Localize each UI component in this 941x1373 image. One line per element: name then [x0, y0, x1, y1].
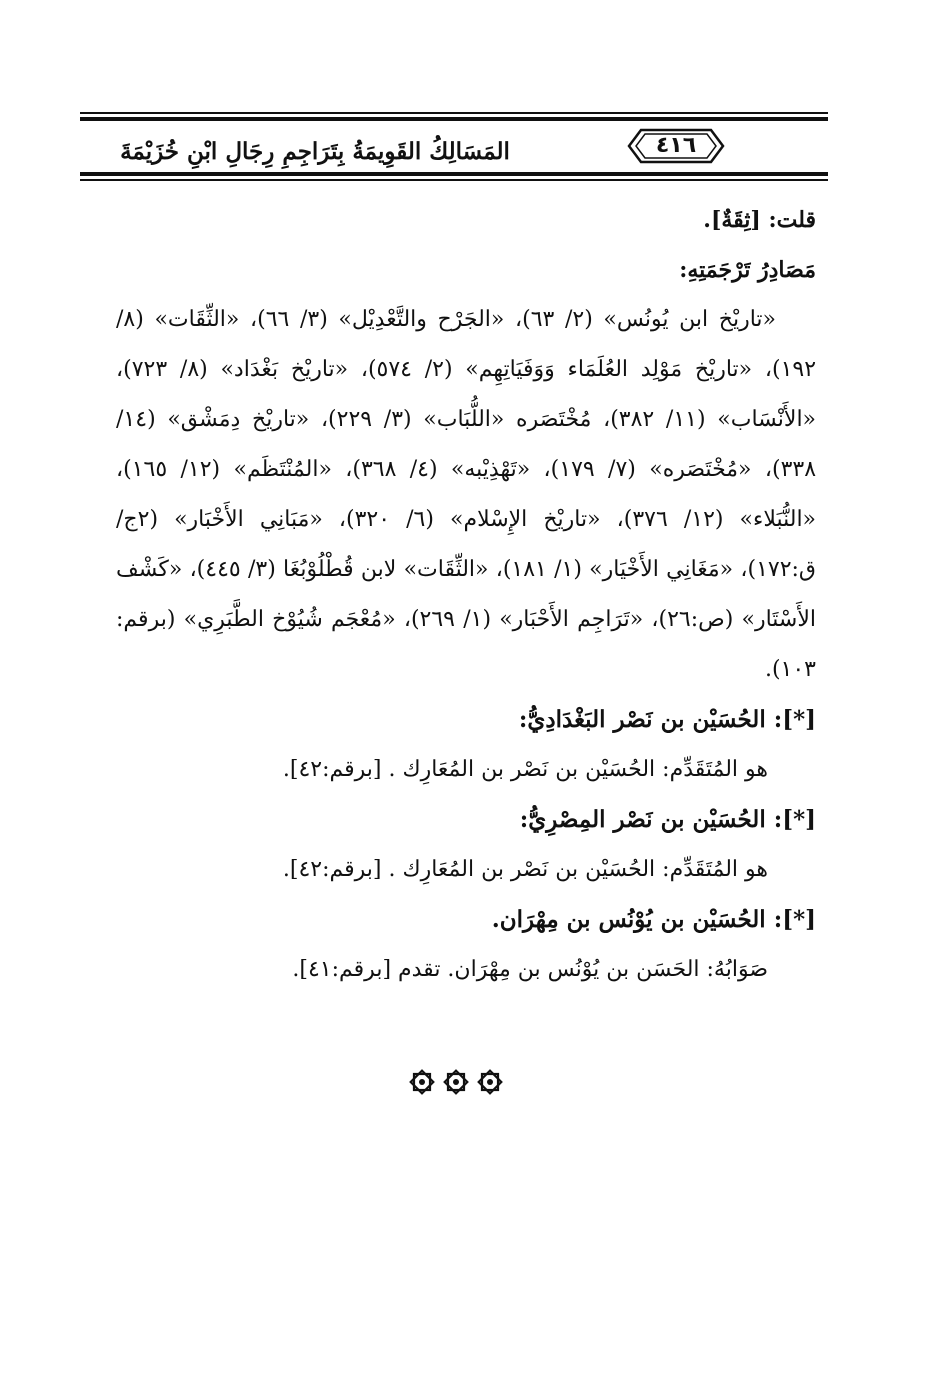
header-rule-bottom	[80, 179, 828, 181]
sources-heading: مَصَادِرُ تَرْجَمَتِهِ:	[679, 257, 816, 283]
page-number-badge	[627, 128, 725, 164]
entry-text-2: هو المُتَقَدِّم: الحُسَيْن بن نَصْر بن المُعَارِك . [برقم:٤٢].	[282, 857, 768, 882]
star-ornament-icon	[476, 1068, 504, 1096]
entry-text-1: هو المُتَقَدِّم: الحُسَيْن بن نَصْر بن المُعَارِك . [برقم:٤٢].	[282, 757, 768, 782]
page-body	[116, 195, 816, 995]
header-rule-top-thick	[80, 117, 828, 121]
end-ornament	[408, 1068, 504, 1098]
verdict-line: قلت: [ثِقَةٌ].	[703, 207, 816, 233]
header-rule-bottom-thick	[80, 172, 828, 176]
entry-text-3: صَوَابُهُ: الحَسَن بن يُوْنُس بن مِهْرَان. تقدم [برقم:٤١].	[292, 957, 768, 982]
entry-heading-3: [*]: الحُسَيْن بن يُوْنُس بن مِهْرَان.	[491, 906, 816, 933]
entry-heading-2: [*]: الحُسَيْن بن نَصْر المِصْرِيُّ:	[519, 806, 816, 833]
running-title: المَسَالِكُ القَوِيمَةُ بِتَرَاجِمِ رِجَالِ ابْنِ خُزَيْمَةَ	[120, 138, 510, 165]
star-ornament-icon	[408, 1068, 436, 1096]
sources-paragraph: «تاريْخ ابن يُونُس» (٢/ ٦٣)، «الجَرْح والتَّعْدِيْل» (٣/ ٦٦)، «الثِّقَات» (٨/ ١٩٢)، «تاريْخ مَوْلِد العُلَمَاء وَوَفَيَاتِهِم» (٢/ ٥٧٤)، «تاريْخ بَغْدَاد» (٨/ ٧٢٣)، «الأَنْسَاب» (١١/ ٣٨٢)، مُخْتَصَره «اللُّبَاب» (٣/ ٢٢٩)، «تاريْخ دِمَشْق» (١٤/ ٣٣٨)، «مُخْتَصَره» (٧/ ١٧٩)، «تَهْذِيْبه» (٤/ ٣٦٨)، «المُنْتَظَم» (١٢/ ١٦٥)، «النُّبَلاء» (١٢/ ٣٧٦)، «تاريْخ الإِسْلام» (٦/ ٣٢٠)، «مَبَانِي الأَخْبَار» (٢ج/ ق:١٧٢)، «مَغَانِي الأَخْيَار» (١/ ١٨١)، «الثِّقَات» لابن قُطْلُوْبُغَا (٣/ ٤٤٥)، «كَشْف الأَسْتَار» (ص:٢٦)، «تَرَاجِم الأَحْبَار» (١/ ٢٦٩)، «مُعْجَم شُيُوْخ الطَّبَرِي» (برقم: ١٠٣).	[116, 307, 817, 682]
header-rule-top	[80, 112, 828, 114]
page-number: ٤١٦	[655, 133, 697, 158]
star-ornament-icon	[442, 1068, 470, 1096]
page-header	[80, 98, 828, 180]
entry-heading-1: [*]: الحُسَيْن بن نَصْر البَغْدَادِيُّ:	[518, 706, 816, 733]
